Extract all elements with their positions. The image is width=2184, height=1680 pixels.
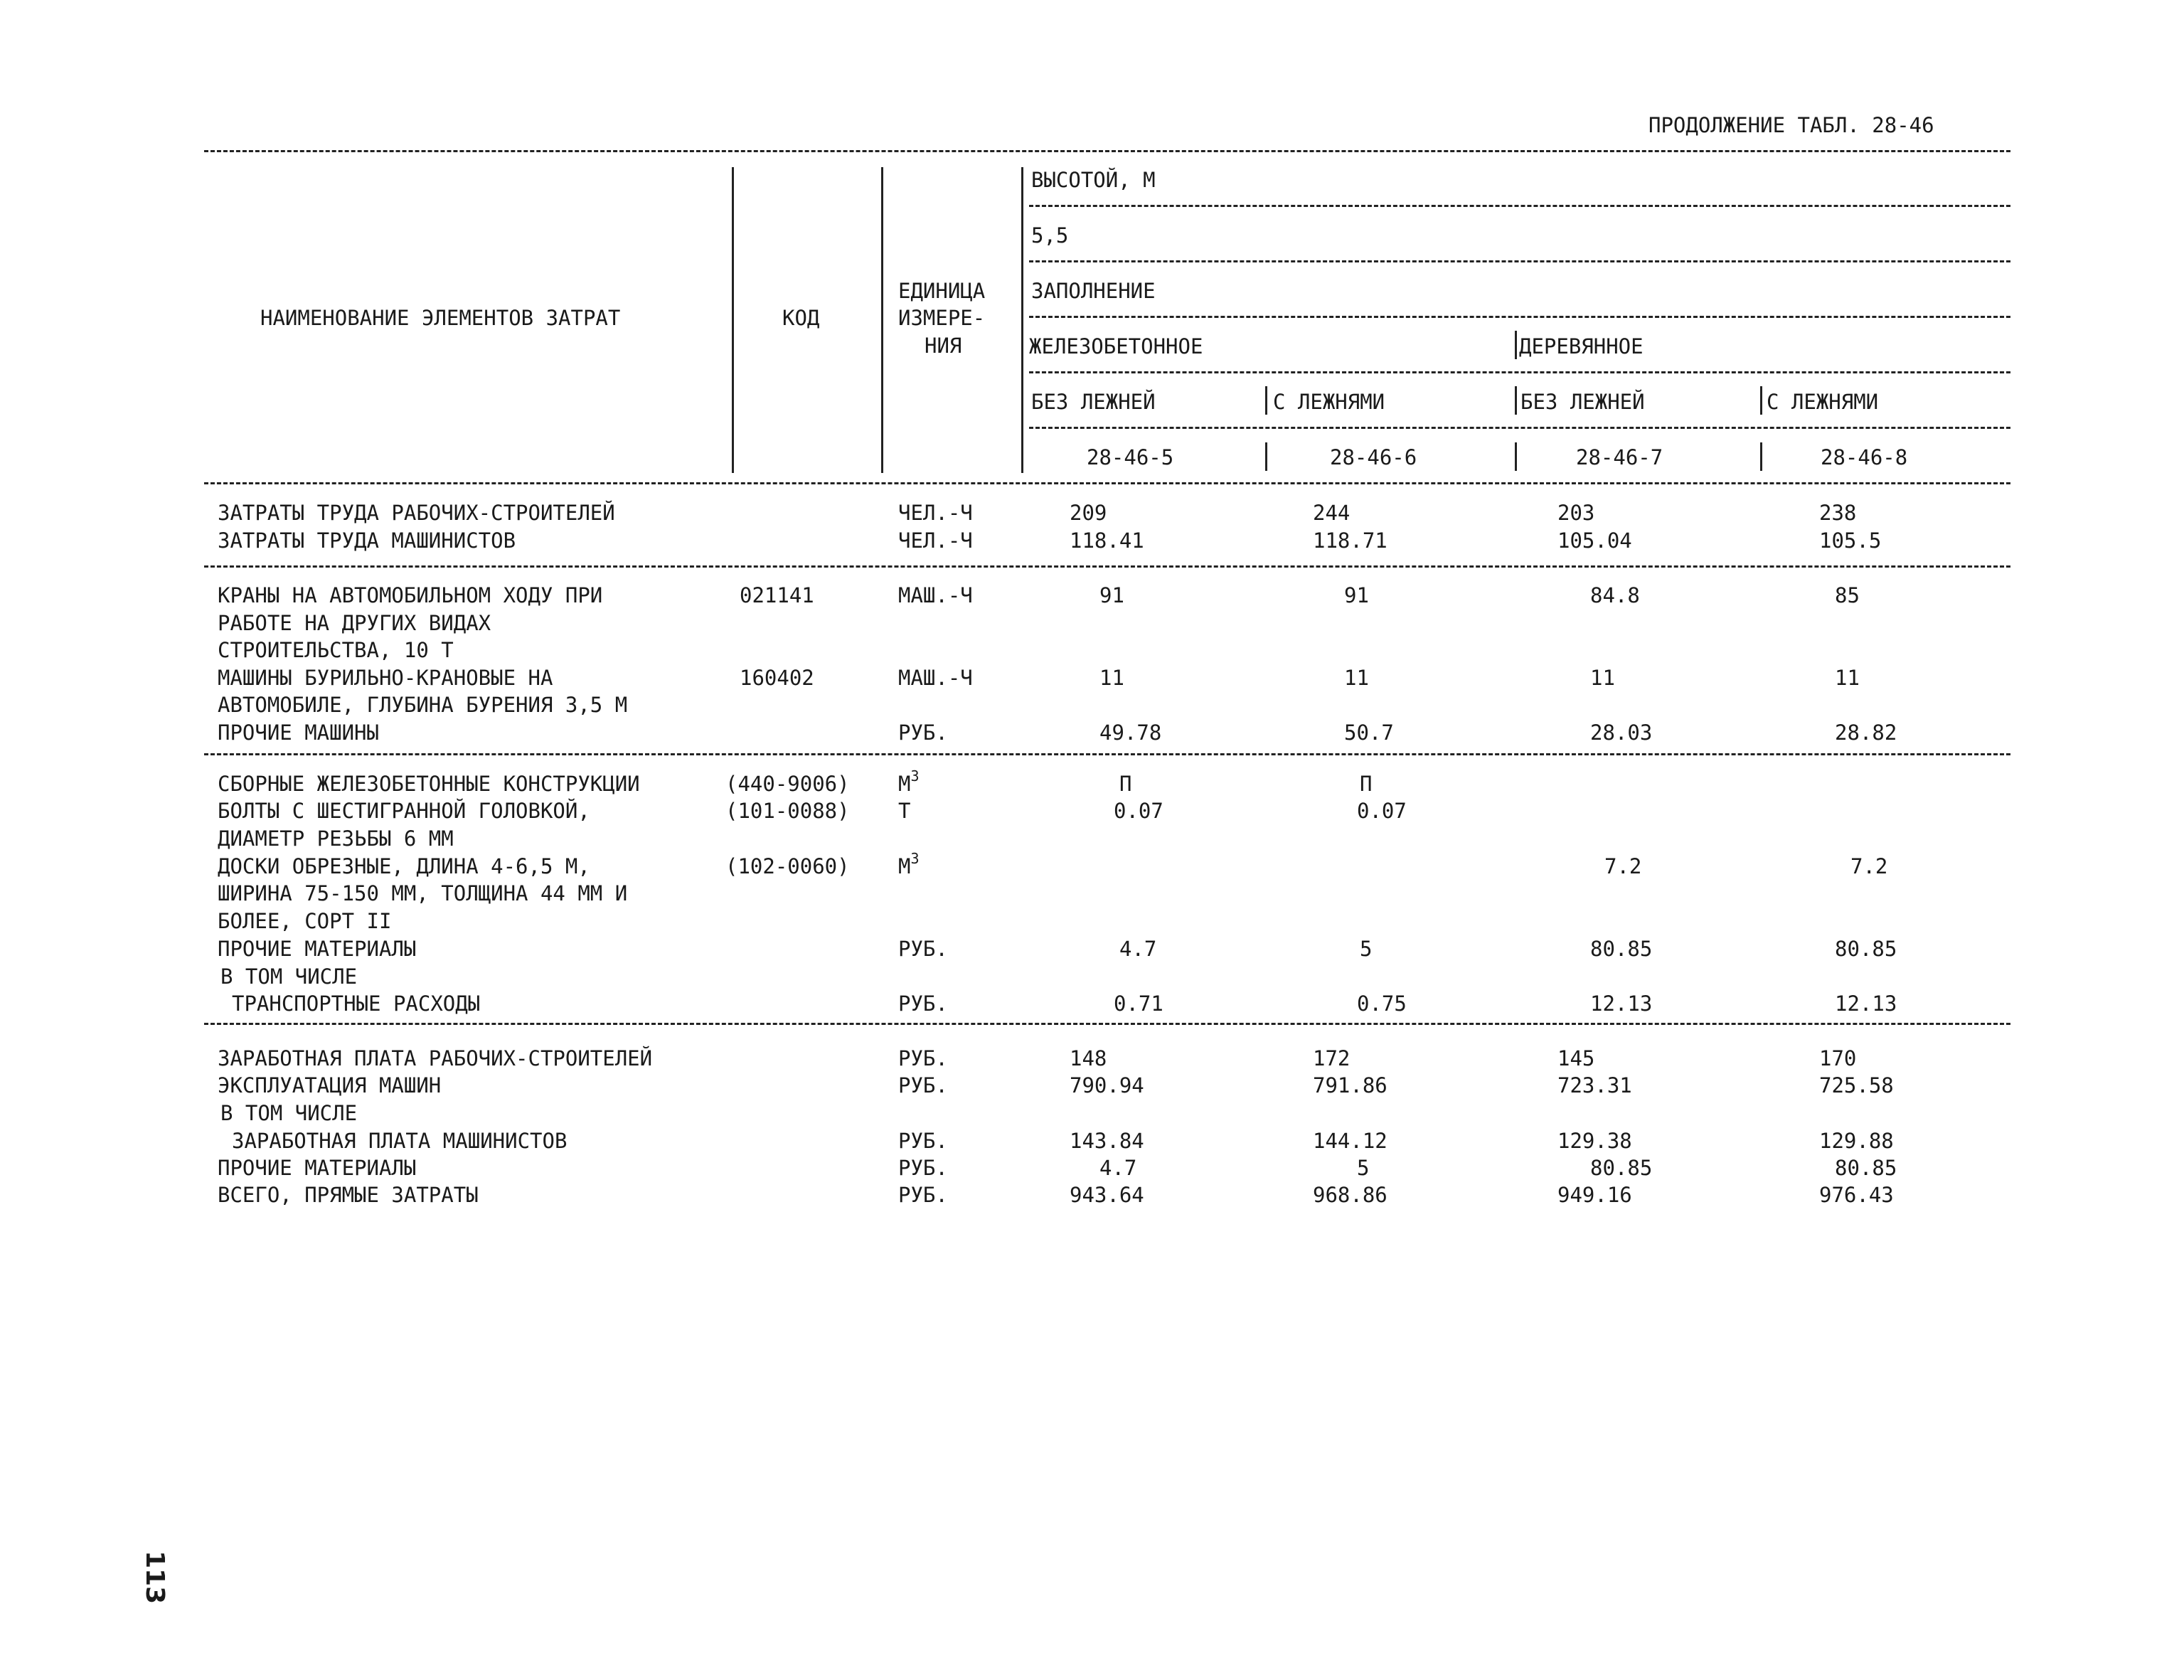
cranes-unit: МАШ.-Ч xyxy=(898,583,973,607)
wages-unit: РУБ. xyxy=(898,1046,948,1070)
totals-materials-v4: 80.85 xyxy=(1835,1156,1897,1180)
materials-incl: В ТОМ ЧИСЛЕ xyxy=(220,964,358,989)
labor-operators-v1: 118.41 xyxy=(1070,528,1144,553)
transport-name: ТРАНСПОРТНЫЕ РАСХОДЫ xyxy=(232,991,481,1016)
continuation-title: ПРОДОЛЖЕНИЕ ТАБЛ. 28-46 xyxy=(1648,113,1934,137)
header-unit-3: НИЯ xyxy=(925,334,962,358)
transport-v1: 0.71 xyxy=(1114,991,1163,1016)
concrete-v1: П xyxy=(1119,772,1132,796)
rule-h4 xyxy=(1029,371,2010,373)
grand-total-v1: 943.64 xyxy=(1070,1183,1144,1207)
wages-v2: 172 xyxy=(1313,1046,1351,1070)
bolts-v2: 0.07 xyxy=(1357,799,1407,823)
concrete-code: (440-9006) xyxy=(725,772,850,796)
other-materials-v3: 80.85 xyxy=(1590,937,1653,961)
bolts-name-1: БОЛТЫ С ШЕСТИГРАННОЙ ГОЛОВКОЙ, xyxy=(218,799,590,823)
rule-h2 xyxy=(1029,260,2010,262)
rule-h1 xyxy=(1029,205,2010,207)
wages-name: ЗАРАБОТНАЯ ПЛАТА РАБОЧИХ-СТРОИТЕЛЕЙ xyxy=(218,1046,653,1070)
other-materials-unit: РУБ. xyxy=(898,937,948,961)
boards-unit-sup: 3 xyxy=(910,850,920,867)
grand-total-name: ВСЕГО, ПРЯМЫЕ ЗАТРАТЫ xyxy=(218,1183,479,1207)
header-height: ВЫСОТОЙ, М xyxy=(1031,168,1156,192)
header-wooden: ДЕРЕВЯННОЕ xyxy=(1519,334,1644,358)
other-materials-name: ПРОЧИЕ МАТЕРИАЛЫ xyxy=(218,937,417,961)
wages-v1: 148 xyxy=(1070,1046,1107,1070)
vbar-data-left xyxy=(1021,167,1023,473)
rule-after-machines xyxy=(204,753,2010,755)
rule-top xyxy=(204,150,2010,152)
other-materials-v2: 5 xyxy=(1360,937,1373,961)
operator-wages-v2: 144.12 xyxy=(1313,1129,1387,1153)
cranes-v2: 91 xyxy=(1344,583,1369,607)
other-machines-v4: 28.82 xyxy=(1835,721,1897,745)
totals-materials-unit: РУБ. xyxy=(898,1156,948,1180)
concrete-v2: П xyxy=(1360,772,1373,796)
cranes-code: 021141 xyxy=(740,583,814,607)
drills-unit: МАШ.-Ч xyxy=(898,666,973,690)
drills-v2: 11 xyxy=(1344,666,1369,690)
wages-v3: 145 xyxy=(1557,1046,1595,1070)
transport-v3: 12.13 xyxy=(1590,991,1653,1016)
header-fill: ЗАПОЛНЕНИЕ xyxy=(1031,279,1156,303)
boards-unit xyxy=(898,850,920,880)
transport-unit: РУБ. xyxy=(898,991,948,1016)
machines-exp-unit: РУБ. xyxy=(898,1073,948,1097)
drills-v1: 11 xyxy=(1099,666,1124,690)
vbar-sub-2 xyxy=(1265,386,1267,415)
operator-wages-unit: РУБ. xyxy=(898,1129,948,1153)
concrete-unit xyxy=(898,767,920,797)
other-machines-v2: 50.7 xyxy=(1344,721,1394,745)
boards-name-2: ШИРИНА 75-150 ММ, ТОЛЩИНА 44 ММ И xyxy=(218,881,628,905)
rule-after-labor xyxy=(204,565,2010,568)
rule-h5 xyxy=(1029,427,2010,429)
header-code-1: 28-46-5 xyxy=(1087,445,1174,469)
vbar-sub-3 xyxy=(1515,386,1517,415)
bolts-code: (101-0088) xyxy=(725,799,850,823)
header-unit-2: ИЗМЕРЕ- xyxy=(898,306,986,330)
header-code-3: 28-46-7 xyxy=(1576,445,1663,469)
labor-operators-unit: ЧЕЛ.-Ч xyxy=(898,528,973,553)
other-machines-v3: 28.03 xyxy=(1590,721,1653,745)
cranes-v4: 85 xyxy=(1835,583,1860,607)
grand-total-unit: РУБ. xyxy=(898,1183,948,1207)
labor-operators-v4: 105.5 xyxy=(1819,528,1882,553)
labor-operators-name: ЗАТРАТЫ ТРУДА МАШИНИСТОВ xyxy=(218,528,516,553)
cranes-v1: 91 xyxy=(1099,583,1124,607)
vbar-code-2 xyxy=(1265,442,1267,471)
header-code-4: 28-46-8 xyxy=(1821,445,1908,469)
vbar-wood-left xyxy=(1515,331,1517,359)
boards-code: (102-0060) xyxy=(725,854,850,878)
boards-unit-base: М xyxy=(898,854,911,878)
other-machines-name: ПРОЧИЕ МАШИНЫ xyxy=(218,721,379,745)
header-sub-3: БЕЗ ЛЕЖНЕЙ xyxy=(1520,390,1645,414)
bolts-name-2: ДИАМЕТР РЕЗЬБЫ 6 ММ xyxy=(218,826,454,851)
header-sub-4: С ЛЕЖНЯМИ xyxy=(1767,390,1879,414)
vbar-unit-left xyxy=(881,167,883,473)
labor-workers-v3: 203 xyxy=(1557,501,1595,525)
header-concrete: ЖЕЛЕЗОБЕТОННОЕ xyxy=(1029,334,1203,358)
rule-h3 xyxy=(1029,316,2010,318)
concrete-unit-base: М xyxy=(898,772,911,796)
other-materials-v1: 4.7 xyxy=(1119,937,1157,961)
labor-workers-name: ЗАТРАТЫ ТРУДА РАБОЧИХ-СТРОИТЕЛЕЙ xyxy=(218,501,615,525)
wages-v4: 170 xyxy=(1819,1046,1857,1070)
concrete-unit-sup: 3 xyxy=(910,767,920,785)
page-number: 113 xyxy=(140,1551,169,1605)
other-machines-unit: РУБ. xyxy=(898,721,948,745)
boards-v3: 7.2 xyxy=(1604,854,1642,878)
vbar-code-4 xyxy=(1760,442,1762,471)
cranes-name-1: КРАНЫ НА АВТОМОБИЛЬНОМ ХОДУ ПРИ xyxy=(218,583,603,607)
totals-materials-name: ПРОЧИЕ МАТЕРИАЛЫ xyxy=(218,1156,417,1180)
rule-header-bottom xyxy=(204,482,2010,484)
transport-v2: 0.75 xyxy=(1357,991,1407,1016)
operator-wages-v1: 143.84 xyxy=(1070,1129,1144,1153)
header-sub-2: С ЛЕЖНЯМИ xyxy=(1273,390,1385,414)
header-sub-1: БЕЗ ЛЕЖНЕЙ xyxy=(1031,390,1156,414)
header-unit-1: ЕДИНИЦА xyxy=(898,279,986,303)
machines-exp-v4: 725.58 xyxy=(1819,1073,1894,1097)
operator-wages-name: ЗАРАБОТНАЯ ПЛАТА МАШИНИСТОВ xyxy=(232,1129,568,1153)
transport-v4: 12.13 xyxy=(1835,991,1897,1016)
vbar-code-3 xyxy=(1515,442,1517,471)
cranes-v3: 84.8 xyxy=(1590,583,1640,607)
concrete-name: СБОРНЫЕ ЖЕЛЕЗОБЕТОННЫЕ КОНСТРУКЦИИ xyxy=(218,772,640,796)
grand-total-v4: 976.43 xyxy=(1819,1183,1894,1207)
totals-materials-v2: 5 xyxy=(1357,1156,1370,1180)
machines-exp-v1: 790.94 xyxy=(1070,1073,1144,1097)
drills-name-1: МАШИНЫ БУРИЛЬНО-КРАНОВЫЕ НА xyxy=(218,666,553,690)
drills-v3: 11 xyxy=(1590,666,1615,690)
grand-total-v2: 968.86 xyxy=(1313,1183,1387,1207)
totals-incl: В ТОМ ЧИСЛЕ xyxy=(220,1101,358,1125)
cranes-name-2: РАБОТЕ НА ДРУГИХ ВИДАХ xyxy=(218,611,491,635)
rule-after-materials xyxy=(204,1023,2010,1025)
drills-v4: 11 xyxy=(1835,666,1860,690)
cranes-name-3: СТРОИТЕЛЬСТВА, 10 Т xyxy=(218,638,454,662)
header-code-2: 28-46-6 xyxy=(1330,445,1417,469)
machines-exp-v2: 791.86 xyxy=(1313,1073,1387,1097)
bolts-unit: Т xyxy=(898,799,911,823)
machines-exp-name: ЭКСПЛУАТАЦИЯ МАШИН xyxy=(218,1073,442,1097)
labor-workers-v4: 238 xyxy=(1819,501,1857,525)
other-materials-v4: 80.85 xyxy=(1835,937,1897,961)
header-code: КОД xyxy=(782,306,820,330)
vbar-code-left xyxy=(732,167,734,473)
machines-exp-v3: 723.31 xyxy=(1557,1073,1632,1097)
labor-workers-v1: 209 xyxy=(1070,501,1107,525)
drills-name-2: АВТОМОБИЛЕ, ГЛУБИНА БУРЕНИЯ 3,5 М xyxy=(218,693,628,717)
header-name: НАИМЕНОВАНИЕ ЭЛЕМЕНТОВ ЗАТРАТ xyxy=(260,306,621,330)
grand-total-v3: 949.16 xyxy=(1557,1183,1632,1207)
operator-wages-v3: 129.38 xyxy=(1557,1129,1632,1153)
labor-operators-v2: 118.71 xyxy=(1313,528,1387,553)
operator-wages-v4: 129.88 xyxy=(1819,1129,1894,1153)
boards-name-3: БОЛЕЕ, СОРТ II xyxy=(218,909,392,933)
labor-workers-v2: 244 xyxy=(1313,501,1351,525)
drills-code: 160402 xyxy=(740,666,814,690)
totals-materials-v3: 80.85 xyxy=(1590,1156,1653,1180)
bolts-v1: 0.07 xyxy=(1114,799,1163,823)
labor-operators-v3: 105.04 xyxy=(1557,528,1632,553)
boards-name-1: ДОСКИ ОБРЕЗНЫЕ, ДЛИНА 4-6,5 М, xyxy=(218,854,590,878)
vbar-sub-4 xyxy=(1760,386,1762,415)
labor-workers-unit: ЧЕЛ.-Ч xyxy=(898,501,973,525)
boards-v4: 7.2 xyxy=(1850,854,1888,878)
header-height-value: 5,5 xyxy=(1031,223,1069,248)
totals-materials-v1: 4.7 xyxy=(1099,1156,1137,1180)
other-machines-v1: 49.78 xyxy=(1099,721,1162,745)
